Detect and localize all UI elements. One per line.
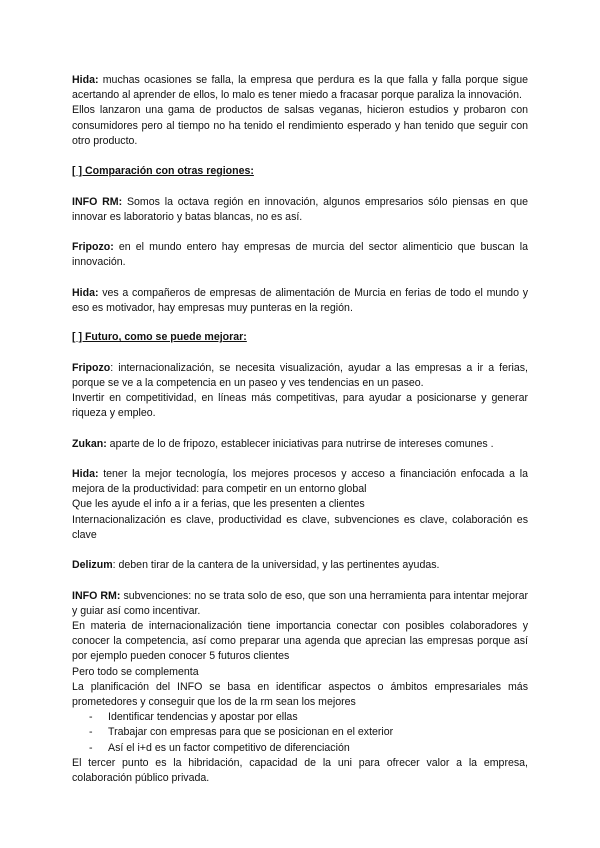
section-heading-comparison: [ ] Comparación con otras regiones: — [72, 165, 254, 178]
speaker-label: Zukan: — [72, 437, 107, 450]
dash-list — [72, 710, 528, 756]
paragraph-info-planning: La planificación del INFO se basa en identificar aspectos o ámbitos empresariales más prometedores y conseguir que los de la rm sean los mejores — [72, 680, 528, 708]
paragraph-text: tener la mejor tecnología, los mejores procesos y acceso a financiación enfocada a la mejora de la productividad: para competir en un entorno global — [72, 467, 528, 496]
paragraph-delizum — [72, 558, 528, 573]
speaker-label: Delizum — [72, 559, 113, 572]
paragraph-internationalization-matters: En materia de internacionalización tiene importancia conectar con posibles colaboradores y conocer la competencia, así como preparar una agenda que aprecian las empresas porque así por ejemplo pueden conocer 5 futuros clientes — [72, 619, 528, 663]
paragraph-text: subvenciones: no se trata solo de eso, que son una herramienta para intentar mejorar y guiar así como incentivar. — [72, 589, 528, 617]
paragraph-text: : internacionalización, se necesita visualización, ayudar a las empresas a ir a ferias, porque se ve a la competencia en un paseo y ves tendencias en un paseo. — [72, 361, 528, 389]
speaker-label: Fripozo: — [72, 241, 114, 254]
speaker-label: Hida: — [72, 467, 99, 480]
paragraph-info-rm-subsidies — [72, 589, 528, 619]
paragraph-info-rm-ranking — [72, 195, 528, 225]
paragraph-text: Somos la octava región en innovación, algunos empresarios sólo piensas en que innovar es laboratorio y batas blancas, no es así. — [72, 195, 528, 223]
paragraph-hida-technology — [72, 467, 528, 497]
paragraph-hybridization: El tercer punto es la hibridación, capacidad de la uni para ofrecer valor a la empresa, colaboración público privada. — [72, 756, 528, 784]
speaker-label: Fripozo — [72, 361, 111, 374]
speaker-label: INFO RM: — [72, 589, 121, 602]
list-item: - Así el i+d es un factor competitivo de diferenciación — [89, 741, 528, 756]
list-item: - Identificar tendencias y apostar por ellas — [89, 710, 528, 725]
paragraph-text: ves a compañeros de empresas de alimentación de Murcia en ferias de todo el mundo y eso es motivador, hay empresas muy punteras en la región. — [72, 286, 528, 314]
section-heading-future: [ ] Futuro, como se puede mejorar: — [72, 331, 247, 344]
paragraph-text: : deben tirar de la cantera de la universidad, y las pertinentes ayudas. — [112, 559, 440, 572]
paragraph-keys: Internacionalización es clave, productividad es clave, subvenciones es clave, colaboración es clave — [72, 513, 528, 541]
paragraph-vegan-sauces: Ellos lanzaron una gama de productos de salsas veganas, hicieron estudios y probaron con consumidores pero al tiempo no ha tenido el rendimiento esperado y han tenido que seguir con otro producto. — [72, 104, 528, 147]
paragraph-text: muchas ocasiones se falla, la empresa que perdura es la que falla y falla porque sigue acertando al aprender de ellos, lo malo es tener miedo a fracasar porque paraliza la innovación. — [72, 74, 528, 102]
list-item: - Trabajar con empresas para que se posicionan en el exterior — [89, 725, 528, 740]
paragraph-competitiveness: Invertir en competitividad, en líneas más competitivas, para ayudar a posicionarse y generar riqueza y empleo. — [72, 391, 528, 420]
speaker-label: INFO RM: — [72, 195, 123, 208]
paragraph-fripozo-internationalization — [72, 361, 528, 391]
paragraph-zukan — [72, 437, 528, 452]
paragraph-text: en el mundo entero hay empresas de murcia del sector alimenticio que buscan la innovación. — [72, 241, 528, 269]
paragraph-hida-fairs — [72, 286, 528, 316]
speaker-label: Hida: — [72, 74, 99, 86]
paragraph-complement: Pero todo se complementa — [72, 665, 199, 678]
speaker-label: Hida: — [72, 286, 99, 299]
paragraph-text: aparte de lo de fripozo, establecer iniciativas para nutrirse de intereses comunes . — [106, 437, 494, 450]
paragraph-info-fairs: Que les ayude el info a ir a ferias, que les presenten a clientes — [72, 498, 365, 511]
paragraph-fripozo-world — [72, 240, 528, 270]
paragraph-hida-failure — [72, 73, 528, 103]
